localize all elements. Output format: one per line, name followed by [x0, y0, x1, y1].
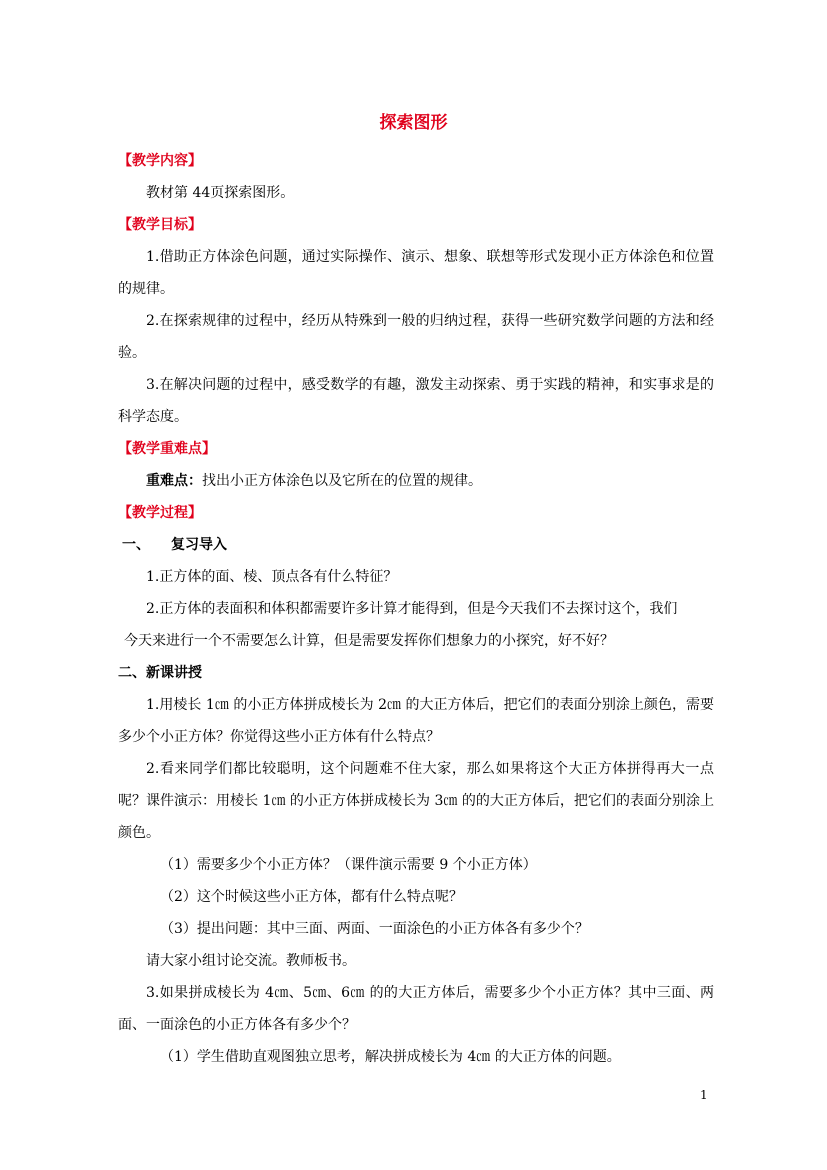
part2-item-2-2: （2）这个时候这些小正方体，都有什么特点呢？: [160, 889, 463, 905]
document-title: 探索图形: [379, 113, 448, 133]
goal-item-2: 2.在探索规律的过程中，经历从特殊到一般的归纳过程，获得一些研究数学问题的方法和经验。: [118, 313, 714, 361]
section-heading-content: 【教学内容】: [118, 153, 202, 169]
goal-item-3: 3.在解决问题的过程中，感受数学的有趣，激发主动探索、勇于实践的精神，和实事求是的科学态度。: [118, 377, 714, 425]
key-points-text: 找出小正方体涂色以及它所在的位置的规律。: [202, 473, 482, 489]
part1-item-1: 1.正方体的面、棱、顶点各有什么特征？: [146, 569, 398, 585]
part2-item-2-3: （3）提出问题：其中三面、两面、一面涂色的小正方体各有多少个？: [160, 921, 589, 937]
content-text: 教材第 44页探索图形。: [146, 185, 295, 201]
key-points-label: 重难点：: [146, 473, 202, 489]
part2-item-2: 2.看来同学们都比较聪明，这个问题难不住大家，那么如果将这个大正方体拼得再大一点呢？课件演示：用棱长 1㎝ 的小正方体拼成棱长为 3㎝ 的的大正方体后，把它们的表面分别涂上颜色。: [118, 761, 714, 841]
section-heading-process: 【教学过程】: [118, 505, 202, 521]
goal-item-1: 1.借助正方体涂色问题，通过实际操作、演示、想象、联想等形式发现小正方体涂色和位置的规律。: [118, 249, 714, 297]
part1-item-2-continued: 今天来进行一个不需要怎么计算，但是需要发挥你们想象力的小探究，好不好？: [124, 633, 614, 649]
section-heading-key-points: 【教学重难点】: [118, 441, 216, 457]
part2-heading: 二、新课讲授: [118, 665, 202, 681]
part2-item-2-1: （1）需要多少个小正方体？（课件演示需要 9 个小正方体）: [160, 857, 537, 873]
part1-item-2: 2.正方体的表面积和体积都需要许多计算才能得到，但是今天我们不去探讨这个，我们: [146, 601, 678, 617]
part1-heading: 一、 复习导入: [122, 537, 227, 553]
part2-discussion: 请大家小组讨论交流。教师板书。: [146, 953, 356, 969]
page-number: 1: [700, 1088, 708, 1102]
part2-item-3-1: （1）学生借助直观图独立思考，解决拼成棱长为 4㎝ 的大正方体的问题。: [160, 1049, 621, 1065]
part2-item-1: 1.用棱长 1㎝ 的小正方体拼成棱长为 2㎝ 的大正方体后，把它们的表面分别涂上颜色，需要多少个小正方体？你觉得这些小正方体有什么特点？: [118, 697, 714, 745]
section-heading-goals: 【教学目标】: [118, 217, 202, 233]
part2-item-3: 3.如果拼成棱长为 4㎝、5㎝、6㎝ 的的大正方体后，需要多少个小正方体？其中三面、两面、一面涂色的小正方体各有多少个？: [118, 985, 714, 1033]
key-points-paragraph: [118, 465, 714, 497]
document-body: [118, 145, 714, 1073]
